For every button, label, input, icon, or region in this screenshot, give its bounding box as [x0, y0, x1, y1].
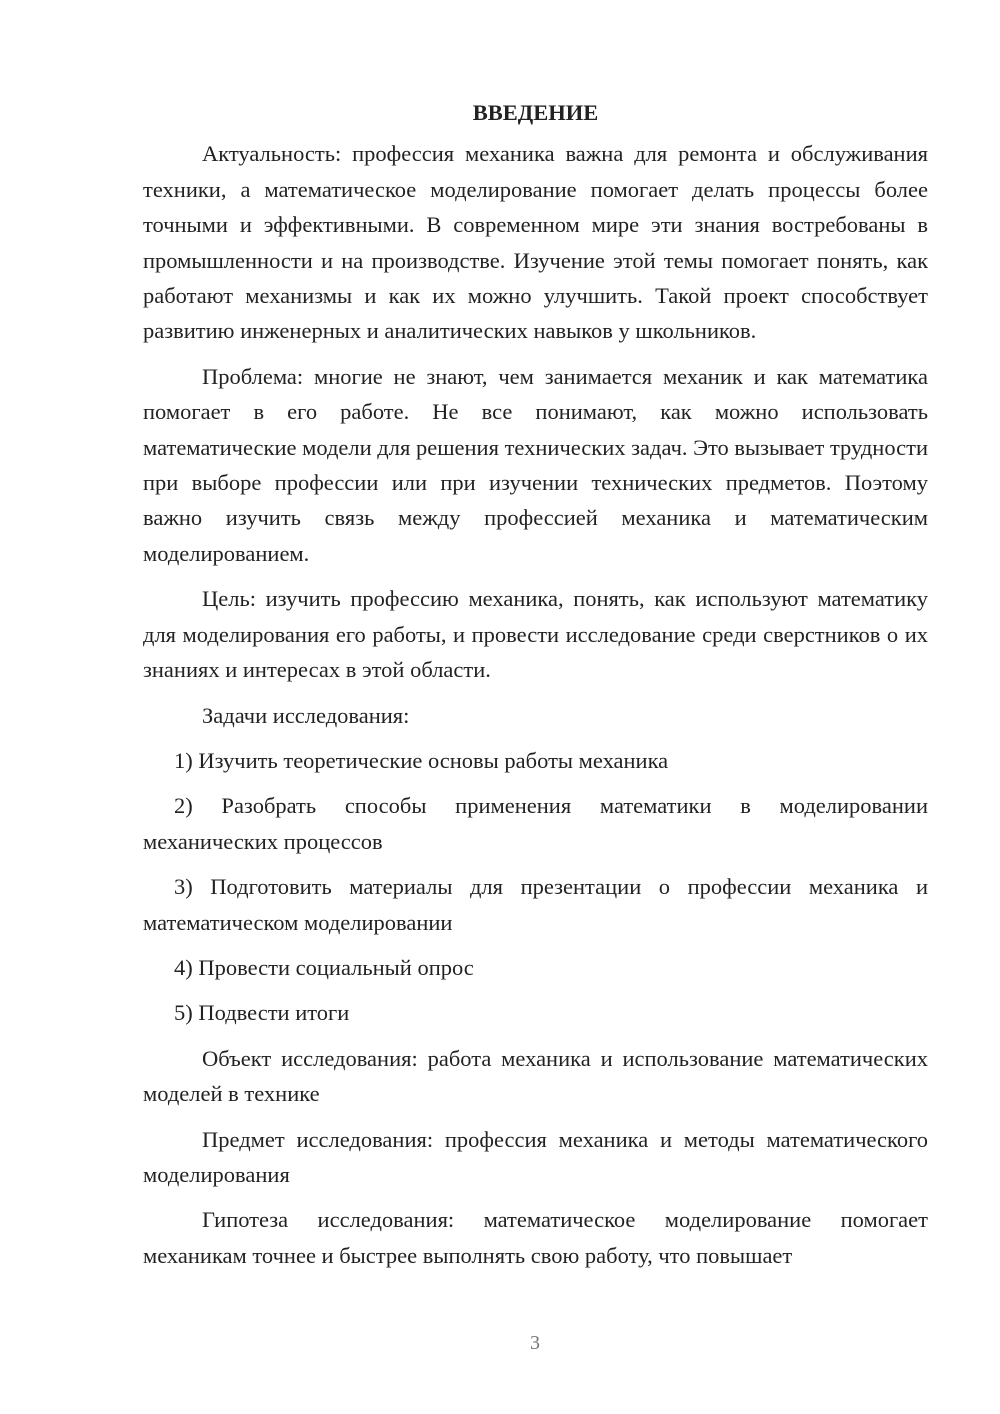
task-item: 2) Разобрать способы применения математики в моделировании механических процессов: [143, 793, 928, 854]
paragraph-goal: Цель: изучить профессию механика, понять, как используют математику для моделирования его работы, и провести исследование среди сверстников о их знаниях и интересах в этой области.: [143, 586, 928, 683]
section-title: ВВЕДЕНИЕ: [472, 100, 599, 125]
tasks-heading: Задачи исследования:: [202, 702, 410, 728]
task-item: 1) Изучить теоретические основы работы механика: [174, 747, 669, 773]
paragraph-problem: Проблема: многие не знают, чем занимается механик и как математика помогает в его работе. Не все понимают, как можно использовать математические модели для решения технических задач. Это вызывает трудности при выборе профессии или при изучении технических предметов. Поэтому важно изучить связь между профессией механика и математическим моделированием.: [143, 363, 928, 566]
page-number: 3: [530, 1332, 540, 1354]
task-item: 4) Провести социальный опрос: [174, 954, 474, 980]
task-item: 3) Подготовить материалы для презентации о профессии механика и математическом моделировании: [143, 874, 928, 935]
task-item: 5) Подвести итоги: [174, 1000, 350, 1026]
paragraph-relevance: Актуальность: профессия механика важна для ремонта и обслуживания техники, а математическое моделирование помогает делать процессы более точными и эффективными. В современном мире эти знания востребованы в промышленности и на производстве. Изучение этой темы помогает понять, как работают механизмы и как их можно улучшить. Такой проект способствует развитию инженерных и аналитических навыков у школьников.: [143, 141, 928, 344]
paragraph-hypothesis: Гипотеза исследования: математическое моделирование помогает механикам точнее и быстрее выполнять свою работу, что повышает: [143, 1207, 928, 1268]
paragraph-subject: Предмет исследования: профессия механика и методы математического моделирования: [143, 1126, 928, 1187]
page-content: [143, 95, 928, 1283]
paragraph-object: Объект исследования: работа механика и использование математических моделей в технике: [143, 1045, 928, 1107]
